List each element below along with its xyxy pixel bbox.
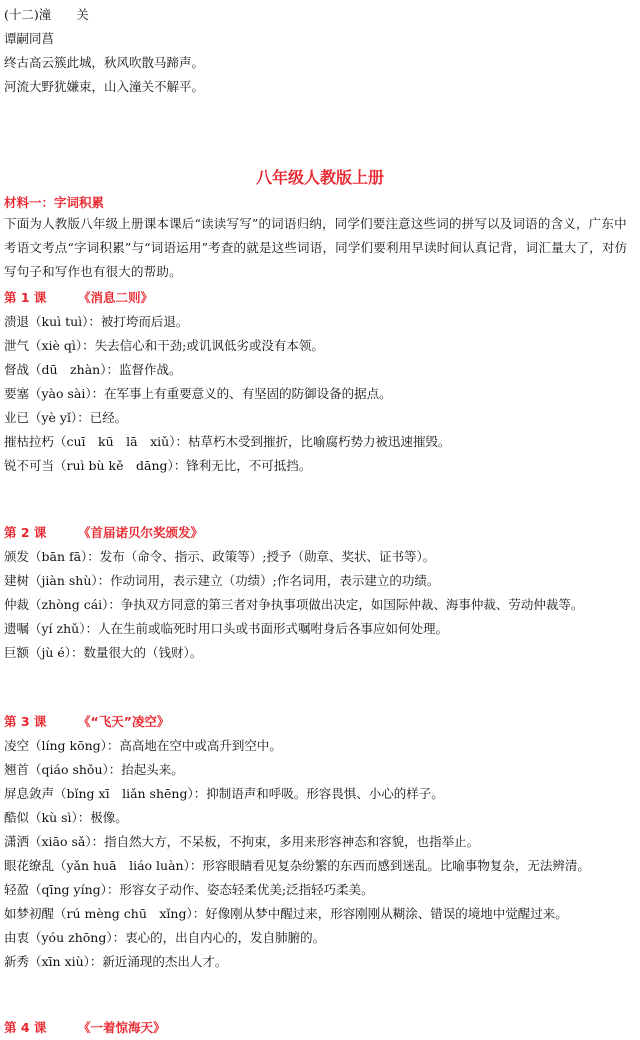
vocab-entry: 遗嘱（yí zhǔ）：人在生前或临死时用口头或书面形式嘱咐身后各事应如何处理。 (4, 621, 448, 636)
vocab-entry: 业已（yè yǐ）：已经。 (4, 410, 128, 425)
doc-title: 八年级人教版上册 (255, 168, 384, 187)
vocab-entry: 锐不可当（ruì bù kě dāng）：锋利无比，不可抵挡。 (4, 458, 312, 473)
vocab-entry: 摧枯拉朽（cuī kū lā xiǔ）：枯草朽木受到摧折，比喻腐朽势力被迅速摧毁。 (4, 434, 451, 449)
vocab-entry: 轻盈（qīng yíng）：形容女子动作、姿态轻柔优美;泛指轻巧柔美。 (4, 882, 374, 897)
lesson-number: 第 1 课 (4, 290, 47, 305)
vocab-entry: 新秀（xīn xiù）：新近涌现的杰出人才。 (4, 954, 228, 969)
lesson-name: 《首届诺贝尔奖颁发》 (78, 525, 204, 540)
lesson-name: 《消息二则》 (78, 290, 154, 305)
poem-title: (十二)潼 关 (4, 7, 89, 22)
material-heading: 材料一：字词积累 (4, 195, 105, 210)
vocab-entry: 眼花缭乱（yǎn huā liáo luàn）：形容眼睛看见复杂纷繁的东西而感到迷乱。比喻事物复杂，无法辨清。 (4, 858, 590, 873)
poem-line: 河流大野犹嫌束，山入潼关不解平。 (4, 79, 205, 94)
vocab-entry: 要塞（yào sài）：在军事上有重要意义的、有坚固的防御设备的据点。 (4, 386, 392, 401)
poem-author: 谭嗣同菖 (4, 31, 55, 46)
lesson-heading (4, 1020, 166, 1036)
material-intro: 下面为人教版八年级上册课本课后“读读写写”的词语归纳，同学们要注意这些词的拼写以及词语的含义，广东中考语文考点“字词积累”与“词语运用”考查的就是这些词语，同学们要利用早读时间认真记背，词汇量大了，对仿写句子和写作也有很大的帮助。 (4, 216, 628, 279)
vocab-entry: 屏息敛声（bǐng xī liǎn shēng）：抑制语声和呼吸。形容畏惧、小心的样子。 (4, 786, 444, 801)
lesson-heading (4, 290, 153, 306)
vocab-entry: 潇洒（xiāo sǎ）：指自然大方，不呆板，不拘束，多用来形容神态和容貌，也指举止。 (4, 834, 480, 849)
lesson-name: 《“飞天”凌空》 (78, 714, 170, 729)
vocab-entry: 凌空（líng kōng）：高高地在空中或高升到空中。 (4, 738, 282, 753)
vocab-entry: 颁发（bān fā）：发布（命令、指示、政策等）;授予（勋章、奖状、证书等）。 (4, 549, 436, 564)
vocab-entry: 溃退（kuì tuì）：被打垮而后退。 (4, 314, 189, 329)
poem-line: 终古高云簇此城，秋风吹散马蹄声。 (4, 55, 205, 70)
vocab-entry: 仲裁（zhòng cái）：争执双方同意的第三者对争执事项做出决定，如国际仲裁、海事仲裁、劳动仲裁等。 (4, 597, 584, 612)
vocab-entry: 建树（jiàn shù）：作动词用，表示建立（功绩）;作名词用，表示建立的功绩。 (4, 573, 440, 588)
lesson-number: 第 2 课 (4, 525, 47, 540)
vocab-entry: 泄气（xiè qì）：失去信心和干劲;或讥讽低劣或没有本领。 (4, 338, 324, 353)
lesson-name: 《一着惊海天》 (78, 1020, 166, 1035)
lesson-number: 第 4 课 (4, 1020, 47, 1035)
vocab-entry: 如梦初醒（rú mèng chū xǐng）：好像刚从梦中醒过来，形容刚刚从糊涂、错误的境地中觉醒过来。 (4, 906, 568, 921)
vocab-entry: 督战（dū zhàn）：监督作战。 (4, 362, 182, 377)
vocab-entry: 翘首（qiáo shǒu）：抬起头来。 (4, 762, 184, 777)
vocab-entry: 巨额（jù é）：数量很大的（钱财）。 (4, 645, 203, 660)
lesson-heading (4, 714, 169, 730)
lesson-heading (4, 525, 203, 541)
vocab-entry: 由衷（yóu zhōng）：衷心的，出自内心的，发自肺腑的。 (4, 930, 326, 945)
lesson-number: 第 3 课 (4, 714, 47, 729)
vocab-entry: 酷似（kù sì）：极像。 (4, 810, 128, 825)
